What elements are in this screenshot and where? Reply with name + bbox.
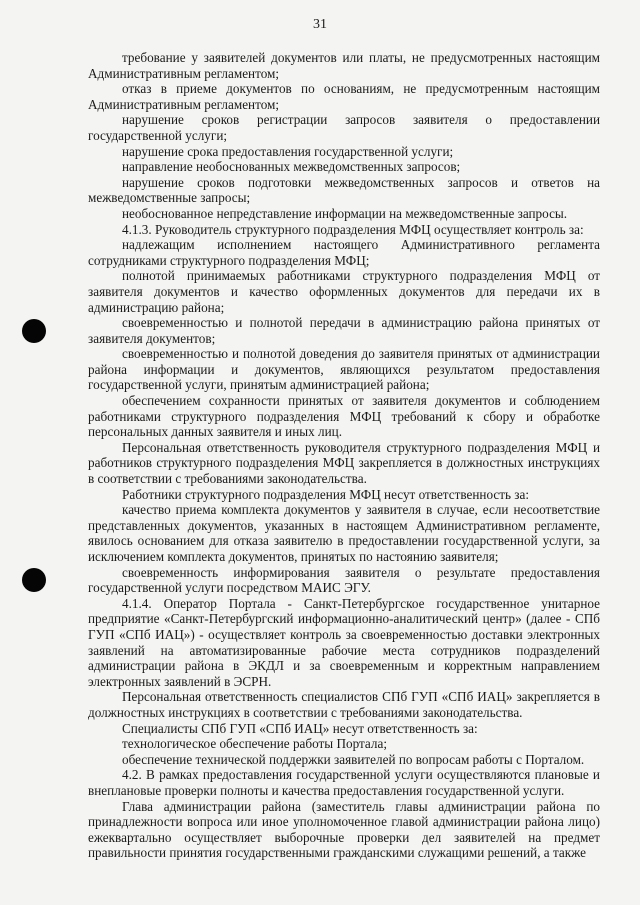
section-heading: 4.1.4. Оператор Портала - Санкт-Петербургское государственное унитарное предприятие «Санкт-Петербургский информационно-аналитический центр» (далее - СПб ГУП «СПб ИАЦ») - осуществляет контроль за своевременностью доставки электронных заявлений на автоматизированные рабочие места сотрудников подразделений администрации района в ЭКДЛ и за своевременным и корректным направлением электронных заявлений в ЭСРН. <box>88 595 600 689</box>
paragraph: надлежащим исполнением настоящего Административного регламента сотрудниками структурного подразделения МФЦ; <box>88 237 600 268</box>
paragraph: Персональная ответственность специалистов СПб ГУП «СПб ИАЦ» закрепляется в должностных инструкциях в соответствии с требованиями законодательства. <box>88 689 600 720</box>
paragraph: необоснованное непредставление информации на межведомственные запросы. <box>122 205 568 221</box>
section-heading: 4.1.3. Руководитель структурного подразделения МФЦ осуществляет контроль за: <box>122 221 584 237</box>
paragraph: своевременностью и полнотой доведения до заявителя принятых от администрации района информации и документов, являющихся результатом предоставления государственной услуги, принятым администрацией района; <box>88 346 600 393</box>
paragraph: обеспечение технической поддержки заявителей по вопросам работы с Порталом. <box>122 751 585 767</box>
paragraph: своевременностью и полнотой передачи в администрацию района принятых от заявителя документов; <box>88 315 600 346</box>
paragraph: требование у заявителей документов или платы, не предусмотренных настоящим Административным регламентом; <box>88 50 600 81</box>
paragraph: технологическое обеспечение работы Портала; <box>122 736 387 752</box>
page-number: 31 <box>313 17 327 32</box>
paragraph: своевременность информирования заявителя о результате предоставления государственной услуги посредством МАИС ЭГУ. <box>88 564 600 596</box>
paragraph: направление необоснованных межведомственных запросов; <box>122 159 461 175</box>
paragraph: нарушение срока предоставления государственной услуги; <box>122 143 454 159</box>
punch-hole <box>22 568 46 592</box>
paragraph: нарушение сроков регистрации запросов заявителя о предоставлении государственной услуги; <box>88 112 600 143</box>
paragraph: Персональная ответственность руководителя структурного подразделения МФЦ и работников структурного подразделения МФЦ закрепляется в должностных инструкциях в соответствии с требованиями законодательства. <box>88 439 600 487</box>
paragraph: полнотой принимаемых работниками структурного подразделения МФЦ от заявителя документов и качество оформленных документов для передачи их в администрацию района; <box>88 268 600 315</box>
paragraph: обеспечением сохранности принятых от заявителя документов и соблюдением работниками структурного подразделения МФЦ требований к сбору и обработке персональных данных заявителя и иных лиц. <box>88 393 600 440</box>
punch-hole <box>22 319 46 343</box>
paragraph: Работники структурного подразделения МФЦ несут ответственность за: <box>122 486 530 502</box>
paragraph: Специалисты СПб ГУП «СПб ИАЦ» несут ответственность за: <box>122 720 478 736</box>
document-body <box>88 50 600 861</box>
paragraph: качество приема комплекта документов у заявителя в случае, если несоответствие представленных документов, указанных в настоящем Административном регламенте, явилось основанием для отказа заявителю в предоставлении государственной услуги, за исключением комплекта документов, принятых по настоянию заявителя; <box>88 502 600 564</box>
paragraph: Глава администрации района (заместитель главы администрации района по принадлежности вопроса или иное уполномоченное главой администрации района лицо) ежеквартально осуществляет выборочные проверки дел заявителей на предмет правильности принятия государственными гражданскими служащими решений, а также <box>88 798 600 861</box>
paragraph: отказ в приеме документов по основаниям, не предусмотренным настоящим Административным регламентом; <box>88 81 600 112</box>
paragraph: нарушение сроков подготовки межведомственных запросов и ответов на межведомственные запросы; <box>88 174 600 206</box>
section-heading: 4.2. В рамках предоставления государственной услуги осуществляются плановые и внеплановые проверки полноты и качества предоставления государственной услуги. <box>88 767 600 798</box>
